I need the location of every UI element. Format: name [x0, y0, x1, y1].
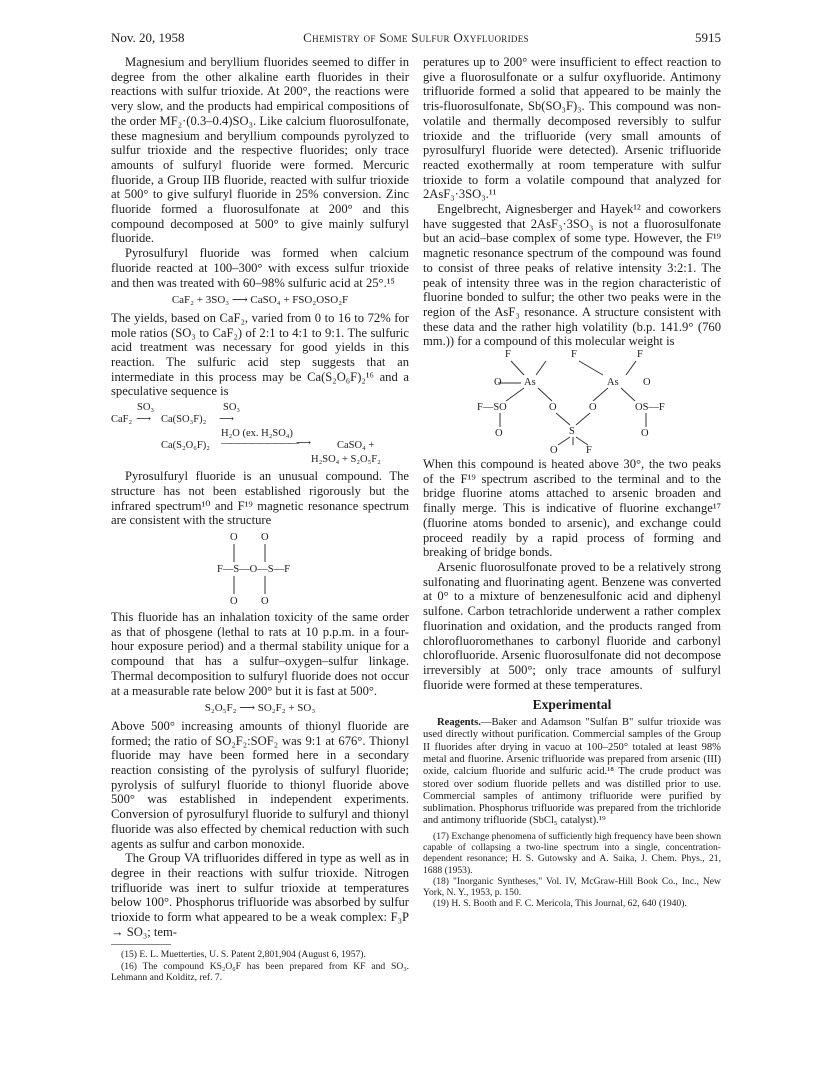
- paragraph: Magnesium and beryllium fluorides seemed to differ in degree from the other alkaline earth fluorides in their reactions with sulfur trioxide. At 200°, the reactions were very slow, and the products had empirical compositions of the order MF₂·(0.3–0.4)SO₃. Like calcium fluorosulfonate, these magnesium and beryllium compounds pyrolyzed to sulfur trioxide and the respective fluorides; only trace amounts of sulfuryl fluoride were formed. Mercuric fluoride, a Group IIB fluoride, reacted with sulfur trioxide at 500° to give sulfuryl fluoride in 25% conversion. Zinc fluoride formed a fluorosulfonate at 200° and this compound decomposed at 500° to give mainly sulfuryl fluoride.: [111, 55, 409, 246]
- paragraph: Above 500° increasing amounts of thionyl fluoride are formed; the ratio of SO₂F₂:SOF₂ was 9:1 at 676°. Thionyl fluoride may have been formed here in a secondary reaction consisting of the pyrolysis of sulfuryl fluoride; pyrolysis of sulfuryl fluoride to thionyl fluoride above 500° was established in independent experiments. Conversion of pyrosulfuryl fluoride to sulfuryl and thionyl fluoride was also effected by chemical reduction with such agents as sulfur and carbon monoxide.: [111, 718, 409, 851]
- atom-label: F—SO: [477, 402, 507, 414]
- scheme-species: Ca(S₂O₆F)₂: [161, 440, 210, 452]
- footnote-separator: [111, 944, 171, 945]
- atom-label: O: [641, 428, 649, 440]
- scheme-species: Ca(SO₃F)₂: [161, 414, 207, 426]
- atom-label: O: [643, 377, 651, 389]
- atom-label: As: [607, 377, 619, 389]
- scheme-arrow: ——————————⟶: [221, 438, 309, 450]
- right-column: [423, 55, 721, 910]
- atom-label: O: [230, 531, 238, 543]
- paragraph: The Group VA trifluorides differed in type as well as in degree in their reactions with sulfur trioxide. Nitrogen trifluoride was inert to sulfur trioxide at temperatures below 100°. Phosphorus trifluoride was absorbed by sulfur trioxide to form what appeared to be a weak complex: F₃P → SO₃; tem-: [111, 851, 409, 939]
- paragraph: This fluoride has an inhalation toxicity of the same order as that of phosgene (lethal to rats at 10 p.p.m. in a four-hour exposure period) and a thermal stability unique for a compound that has a sulfur–oxygen–sulfur linkage. Thermal decomposition to sulfuryl fluoride does not occur at a measurable rate below 200° but it is fast at 500°.: [111, 609, 409, 698]
- footnote: (16) The compound KS₂O₆F has been prepared from KF and SO₃. Lehmann and Kolditz, ref. 7.: [111, 960, 409, 984]
- atom-label: O: [550, 445, 558, 457]
- atom-label: O: [589, 402, 597, 414]
- running-header: [111, 30, 721, 48]
- arsenic-fluorosulfonate-structure: [423, 349, 721, 457]
- scheme-condition: H₂O (ex. H₂SO₄): [221, 428, 293, 440]
- paragraph: Pyrosulfuryl fluoride was formed when calcium fluoride reacted at 100–300° with excess sulfur trioxide and then was treated with 60–98% sulfuric acid at 25°.¹⁵: [111, 246, 409, 290]
- pyrosulfuryl-fluoride-structure: [111, 528, 409, 610]
- structure-chain: F—S—O—S—F: [217, 563, 290, 575]
- scheme-species: CaSO₄ +: [337, 440, 375, 452]
- paragraph: When this compound is heated above 30°, the two peaks of the F¹⁹ spectrum ascribed to the terminal and to the bridge fluorine atoms attached to arsenic broaden and finally merge. This is indicative of fluorine exchange¹⁷ (fluorine atoms bonded to arsenic), and exchange could proceed readily by a rapid process of forming and breaking of bridge bonds.: [423, 457, 721, 560]
- atom-label: F: [586, 445, 592, 457]
- paragraph: peratures up to 200° were insufficient to effect reaction to give a fluorosulfonate or a sulfur oxyfluoride. Antimony trifluoride formed a solid that appeared to be mainly the tris-fluorosulfonate, Sb(SO₃F)₃. This compound was non-volatile and thermally decomposed reversibly to sulfur trioxide and the trifluoride (very small amounts of pyrosulfuryl fluoride were detected). Arsenic trifluoride reacted exothermally at room temperature with sulfur trioxide to form a volatile compound that analyzed for 2AsF₃·3SO₃.¹¹: [423, 55, 721, 202]
- atom-label: O: [549, 402, 557, 414]
- atom-label: O: [494, 377, 502, 389]
- equation: S₂O₅F₂ ⟶ SO₂F₂ + SO₃: [204, 702, 316, 715]
- paragraph: Pyrosulfuryl fluoride is an unusual compound. The structure has not been established rigorously but the infrared spectrum¹⁰ and F¹⁹ magnetic resonance spectrum are consistent with the structure: [111, 469, 409, 528]
- footnote: (15) E. L. Muetterties, U. S. Patent 2,801,904 (August 6, 1957).: [121, 949, 366, 961]
- paragraph: Arsenic fluorosulfonate proved to be a relatively strong sulfonating and fluorinating agent. Benzene was converted at 0° to a mixture of benzenesulfonic acid and diphenyl sulfone. Carbon tetrachloride underwent a rather complex fluorination and oxidation, and the products ranged from chlorofluoromethanes to carbonyl fluoride and carbonyl chlorofluoride. Arsenic fluorosulfonate did not decompose irreversibly at 500°; only trace amounts of sulfuryl fluoride were formed at these temperatures.: [423, 559, 721, 692]
- section-heading: Experimental: [532, 697, 612, 713]
- atom-label: F: [637, 349, 643, 361]
- scheme-arrow: ⟶: [219, 414, 235, 426]
- scheme-reagent: SO₃: [223, 402, 241, 414]
- footnote: (17) Exchange phenomena of sufficiently high frequency have been shown capable of collapsing a two-line spectrum into a single, concentration-dependent resonance; H. S. Gutowsky and A. Saika, J. Chem. Phys., 21, 1688 (1953).: [423, 830, 721, 876]
- paragraph: Engelbrecht, Aignesberger and Hayek¹² and coworkers have suggested that 2AsF₃·3SO₃ is not a fluorosulfonate but an acid–base complex of some type. However, the F¹⁹ magnetic resonance spectrum of the compound was found to consist of three peaks of relative intensity 3:2:1. The peak of intensity three was in the region characteristic of fluorine bonded to sulfur; the other two peaks were in the region of the AsF₃ resonance. A structure consistent with these data and the rather high volatility (b.p. 141.9° (760 mm.)) for a compound of this molecular weight is: [423, 202, 721, 349]
- atom-label: O: [230, 595, 238, 607]
- atom-label: As: [524, 377, 536, 389]
- atom-label: O: [495, 428, 503, 440]
- header-title: Chemistry of Some Sulfur Oxyfluorides: [303, 30, 529, 45]
- scheme-species: H₂SO₄ + S₂O₅F₂: [311, 454, 381, 466]
- footnote: (18) "Inorganic Syntheses," Vol. IV, McGraw-Hill Book Co., Inc., New York, N. Y., 1953, p. 150.: [423, 875, 721, 899]
- atom-label: OS—F: [635, 402, 665, 414]
- scheme-arrow: ⟶: [136, 414, 152, 426]
- paragraph: [423, 717, 721, 828]
- footnote: (19) H. S. Booth and F. C. Mericola, This Journal, 62, 640 (1940).: [433, 898, 687, 910]
- atom-label: O: [261, 531, 269, 543]
- reaction-scheme: [111, 401, 409, 465]
- atom-label: F: [571, 349, 577, 361]
- atom-label: F: [505, 349, 511, 361]
- page-number: 5915: [695, 30, 721, 45]
- equation: CaF₂ + 3SO₃ ⟶ CaSO₄ + FSO₂OSO₂F: [171, 294, 349, 307]
- atom-label: S: [569, 426, 575, 438]
- reagents-text: —Baker and Adamson "Sulfan B" sulfur trioxide was used directly without purification. Commercial samples of the Group II fluorides after drying in vacuo at 100–250° totaled at least 98% metal and fluorine. Arsenic trifluoride was prepared from arsenic (III) oxide, calcium fluoride and sulfuric acid.¹⁸ The crude product was stored over sodium fluoride pellets and was distilled prior to use. Commercial samples of antimony trifluoride were purified by sublimation. Phosphorus trifluoride was prepared from the trichloride and antimony trifluoride (SbCl₅ catalyst).¹⁹: [423, 717, 721, 827]
- paragraph: The yields, based on CaF₂, varied from 0 to 16 to 72% for mole ratios (SO₃ to CaF₂) of 2:1 to 4:1 to 9:1. The sulfuric acid treatment was necessary for good yields in this reaction. The sulfuric acid step suggests that an intermediate in this process may be Ca(S₂O₆F)₂¹⁶ and a speculative sequence is: [111, 310, 409, 399]
- left-column: [111, 55, 409, 983]
- atom-label: O: [261, 595, 269, 607]
- header-date: Nov. 20, 1958: [111, 30, 185, 45]
- scheme-species: CaF₂: [111, 414, 133, 426]
- scheme-reagent: SO₃: [137, 402, 155, 414]
- run-in-heading: Reagents.: [437, 717, 481, 729]
- structure-bonds: [423, 349, 721, 457]
